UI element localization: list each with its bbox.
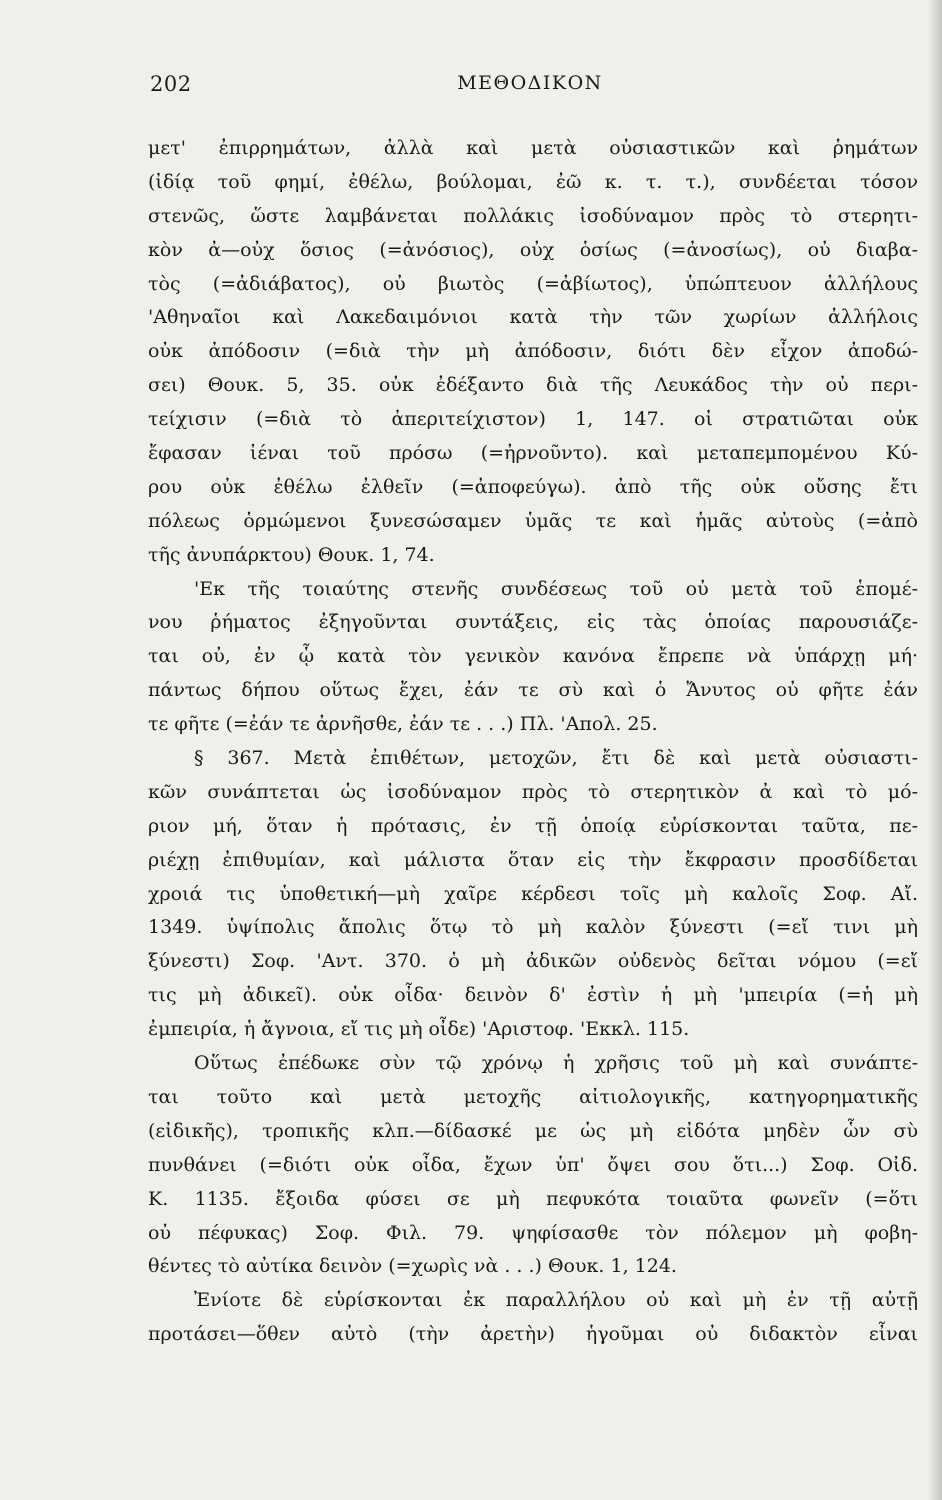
- text-line: Οὕτως ἐπέδωκε σὺν τῷ χρόνῳ ἡ χρῆσις τοῦ μὴ καὶ συνάπτε-: [194, 1052, 918, 1075]
- text-line: § 367. Μετὰ ἐπιθέτων, μετοχῶν, ἔτι δὲ καὶ μετὰ οὐσιαστι-: [194, 747, 918, 770]
- text-line: τις μὴ ἀδικεῖ). οὐκ οἶδα· δεινὸν δ' ἐστὶν ἡ μὴ 'μπειρία (=ἡ μὴ: [148, 984, 918, 1007]
- text-line: ἐμπειρία, ἡ ἄγνοια, εἴ τις μὴ οἶδε) 'Αριστοφ. 'Εκκλ. 115.: [148, 1018, 690, 1041]
- text-line: σει) Θουκ. 5, 35. οὐκ ἐδέξαντο διὰ τῆς Λευκάδος τὴν οὐ περι-: [148, 374, 918, 397]
- text-line: 'Αθηναῖοι καὶ Λακεδαιμόνιοι κατὰ τὴν τῶν χωρίων ἀλλήλοις: [148, 306, 918, 329]
- running-title: ΜΕΘΟΔΙΚΟΝ: [457, 72, 603, 94]
- text-line: 1349. ὑψίπολις ἄπολις ὅτῳ τὸ μὴ καλὸν ξύνεστι (=εἴ τινι μὴ: [148, 916, 918, 939]
- text-line: χροιά τις ὑποθετική—μὴ χαῖρε κέρδεσι τοῖς μὴ καλοῖς Σοφ. Αἴ.: [148, 882, 918, 905]
- text-line: ται οὐ, ἐν ᾧ κατὰ τὸν γενικὸν κανόνα ἔπρεπε νὰ ὑπάρχῃ μή·: [148, 645, 918, 668]
- text-line: ρου οὐκ ἐθέλω ἐλθεῖν (=ἀποφεύγω). ἀπὸ τῆς οὐκ οὔσης ἔτι: [148, 475, 918, 498]
- text-line: Ἐνίοτε δὲ εὑρίσκονται ἐκ παραλλήλου οὐ καὶ μὴ ἐν τῇ αὐτῇ: [194, 1289, 918, 1312]
- text-line: ριέχῃ ἐπιθυμίαν, καὶ μάλιστα ὅταν εἰς τὴν ἔκφρασιν προσδίδεται: [148, 848, 918, 871]
- text-line: οὐ πέφυκας) Σοφ. Φιλ. 79. ψηφίσασθε τὸν πόλεμον μὴ φοβη-: [148, 1221, 918, 1244]
- text-line: ται τοῦτο καὶ μετὰ μετοχῆς αἰτιολογικῆς, κατηγορηματικῆς: [148, 1085, 918, 1108]
- text-line: (εἰδικῆς), τροπικῆς κλπ.—δίδασκέ με ὡς μὴ εἰδότα μηδὲν ὧν σὺ: [148, 1119, 918, 1142]
- text-line: τείχισιν (=διὰ τὸ ἀπεριτείχιστον) 1, 147. οἱ στρατιῶται οὐκ: [148, 408, 918, 431]
- text-line: θέντες τὸ αὐτίκα δεινὸν (=χωρὶς νὰ . . .) Θουκ. 1, 124.: [148, 1255, 677, 1278]
- text-line: τὸς (=ἀδιάβατος), οὐ βιωτὸς (=ἀβίωτος), ὑπώπτευον ἀλλήλους: [148, 272, 918, 295]
- text-line: προτάσει—ὅθεν αὐτὸ (τὴν ἀρετὴν) ἡγοῦμαι οὐ διδακτὸν εἶναι: [148, 1323, 918, 1346]
- text-line: πόλεως ὁρμώμενοι ξυνεσώσαμεν ὑμᾶς τε καὶ ἡμᾶς αὐτοὺς (=ἀπὸ: [148, 509, 918, 532]
- body-text: [148, 132, 918, 1352]
- text-line: κῶν συνάπτεται ὡς ἰσοδύναμον πρὸς τὸ στερητικὸν ἀ καὶ τὸ μό-: [148, 780, 918, 803]
- text-line: ἔφασαν ἰέναι τοῦ πρόσω (=ἠρνοῦντο). καὶ μεταπεμπομένου Κύ-: [148, 442, 918, 465]
- text-line: 'Εκ τῆς τοιαύτης στενῆς συνδέσεως τοῦ οὐ μετὰ τοῦ ἑπομέ-: [194, 577, 918, 600]
- text-line: πάντως δήπου οὕτως ἔχει, ἐάν τε σὺ καὶ ὁ Ἄνυτος οὐ φῆτε ἐάν: [148, 679, 918, 702]
- page-number: 202: [150, 72, 192, 96]
- text-line: (ἰδίᾳ τοῦ φημί, ἐθέλω, βούλομαι, ἐῶ κ. τ. τ.), συνδέεται τόσον: [148, 170, 918, 193]
- text-line: τε φῆτε (=ἐάν τε ἀρνῆσθε, ἐάν τε . . .) Πλ. 'Απολ. 25.: [148, 713, 658, 736]
- text-line: ξύνεστι) Σοφ. 'Αντ. 370. ὁ μὴ ἀδικῶν οὐδενὸς δεῖται νόμου (=εἴ: [148, 950, 918, 973]
- text-line: κὸν ἀ—οὐχ ὅσιος (=ἀνόσιος), οὐχ ὁσίως (=ἀνοσίως), οὐ διαβα-: [148, 238, 918, 261]
- text-line: ριον μή, ὅταν ἡ πρότασις, ἐν τῇ ὁποίᾳ εὑρίσκονται ταῦτα, πε-: [148, 814, 918, 837]
- text-line: πυνθάνει (=διότι οὐκ οἶδα, ἔχων ὑπ' ὄψει σου ὅτι...) Σοφ. Οἰδ.: [148, 1153, 918, 1176]
- text-line: οὐκ ἀπόδοσιν (=διὰ τὴν μὴ ἀπόδοσιν, διότι δὲν εἶχον ἀποδώ-: [148, 340, 918, 363]
- text-line: μετ' ἐπιρρημάτων, ἀλλὰ καὶ μετὰ οὐσιαστικῶν καὶ ῥημάτων: [148, 137, 918, 159]
- text-line: νου ῥήματος ἐξηγοῦνται συντάξεις, εἰς τὰς ὁποίας παρουσιάζε-: [148, 611, 918, 634]
- text-line: τῆς ἀνυπάρκτου) Θουκ. 1, 74.: [148, 543, 435, 566]
- running-head: [150, 72, 910, 106]
- text-line: στενῶς, ὥστε λαμβάνεται πολλάκις ἰσοδύναμον πρὸς τὸ στερητι-: [148, 204, 918, 227]
- page-edge-shadow: [928, 0, 942, 1500]
- text-line: Κ. 1135. ἔξοιδα φύσει σε μὴ πεφυκότα τοιαῦτα φωνεῖν (=ὅτι: [148, 1187, 918, 1210]
